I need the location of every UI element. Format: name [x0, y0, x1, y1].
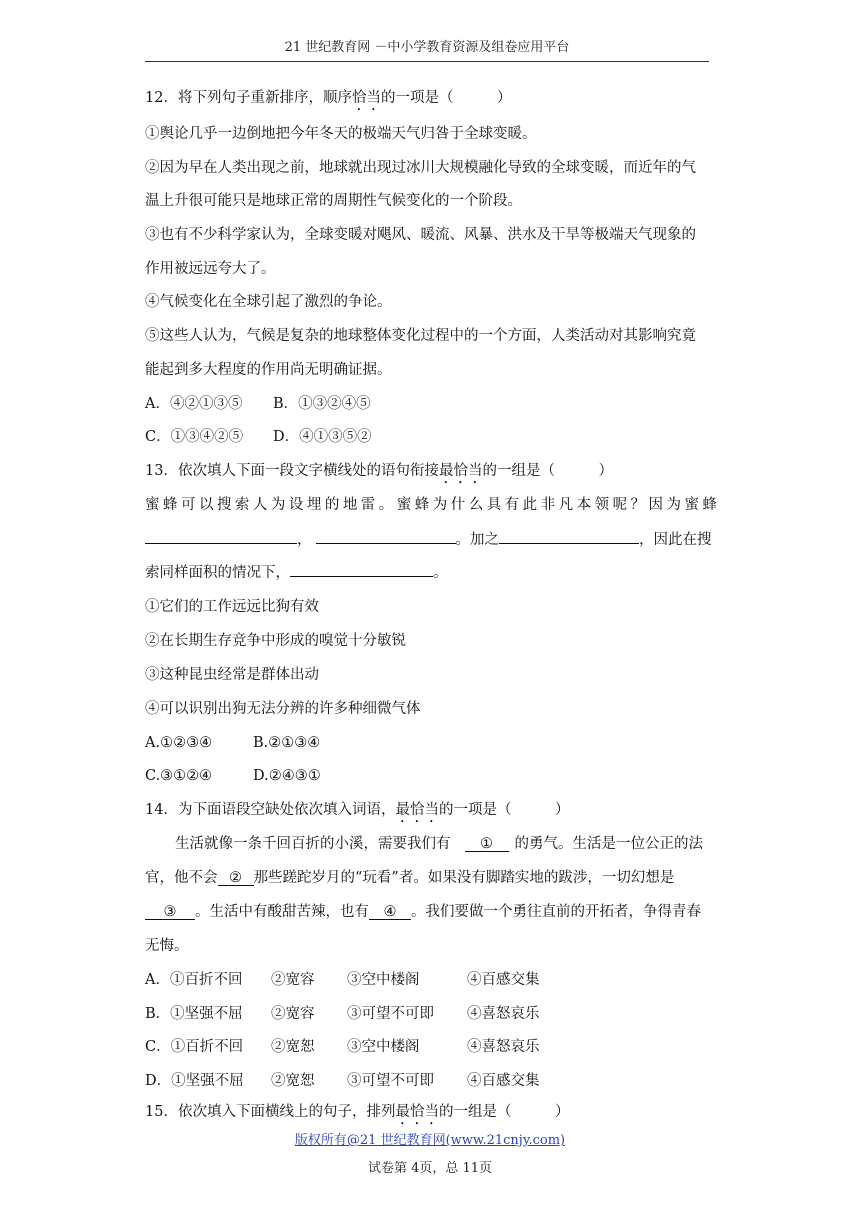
q12-option-c: C．①③④②⑤: [145, 429, 244, 445]
q14-option-c-3: ③空中楼阁: [347, 1039, 420, 1055]
q12-sentence-4: ④气候变化在全球引起了激烈的争论。: [145, 294, 392, 310]
q14-option-d-2: ②宽恕: [271, 1073, 315, 1089]
q13-option-d: D.②④③①: [253, 768, 321, 784]
q14-blank-2: ②: [218, 871, 254, 886]
q14-l2-pre: 官，他不会: [145, 870, 218, 886]
q15-stem-emphasis: 最恰当: [395, 1104, 439, 1120]
q12-options-ab: [145, 395, 371, 413]
q13-stem-post: 的一组是（ ）: [482, 463, 613, 479]
q12-sentence-2a: ②因为早在人类出现之前，地球就出现过冰川大规模融化导致的全球变暖，而近年的气: [145, 160, 696, 176]
q14-stem: [145, 801, 569, 826]
q13-passage-line-2: [145, 531, 712, 549]
q14-blank-4: ④: [369, 905, 411, 920]
q13-passage-line-3: [145, 564, 448, 582]
q12-sentence-1: ①舆论几乎一边倒地把今年冬天的极端天气归咎于全球变暖。: [145, 126, 537, 142]
q14-option-b-4: ④喜怒哀乐: [467, 1006, 540, 1022]
q14-stem-emphasis: 最恰当: [395, 802, 439, 818]
q15-stem-post: 的一组是（ ）: [438, 1104, 570, 1120]
q14-passage-line-3: [145, 903, 701, 921]
q13-blank-1: [145, 543, 297, 544]
q13-stem: [145, 462, 613, 487]
q12-option-b: B．①③②④⑤: [273, 396, 371, 412]
q14-option-b: [145, 1005, 540, 1023]
q13-option-c: C.③①②④: [145, 768, 213, 784]
q13-blank-2: [316, 543, 456, 544]
q12-sentence-3a: ③也有不少科学家认为，全球变暖对飓风、暖流、风暴、洪水及干旱等极端天气现象的: [145, 227, 696, 243]
q12-sentence-5a: ⑤这些人认为，气候是复杂的地球整体变化过程中的一个方面，人类活动对其影响究竟: [145, 328, 696, 344]
page-header: 21 世纪教育网 －中小学教育资源及组卷应用平台: [284, 40, 570, 55]
q14-passage-line-2: [145, 869, 674, 887]
q13-option-a: A.①②③④: [145, 735, 213, 751]
q14-option-a: [145, 971, 540, 989]
q12-sentence-5b: 能起到多大程度的作用尚无明确证据。: [145, 362, 392, 378]
q13-stem-pre: 13．依次填人下面一段文字横线处的语句衔接: [145, 463, 439, 479]
q14-option-b-1: B．①坚强不屈: [145, 1006, 243, 1022]
q13-sentence-3: ③这种昆虫经常是群体出动: [145, 667, 319, 683]
q14-l1-post: 的勇气。生活是一位公正的法: [514, 836, 703, 852]
q14-option-d-3: ③可望不可即: [347, 1073, 434, 1089]
q14-l2-post: 那些蹉跎岁月的“玩看”者。如果没有脚踏实地的跋涉，一切幻想是: [253, 870, 675, 886]
q14-option-a-2: ②宽容: [271, 972, 315, 988]
q13-sentence-2: ②在长期生存竞争中形成的嗅觉十分敏锐: [145, 633, 406, 649]
q14-option-d-4: ④百感交集: [467, 1073, 540, 1089]
page-number: 试卷第 4页，总 11页: [367, 1161, 493, 1176]
q14-option-b-2: ②宽容: [271, 1006, 315, 1022]
q14-option-d: [145, 1072, 540, 1090]
q14-option-a-1: A．①百折不回: [145, 972, 243, 988]
q14-option-c-4: ④喜怒哀乐: [467, 1039, 540, 1055]
q14-option-a-3: ③空中楼阁: [347, 972, 420, 988]
q14-option-a-4: ④百感交集: [467, 972, 540, 988]
q15-stem-pre: 15．依次填入下面横线上的句子，排列: [145, 1104, 396, 1120]
q13-sentence-4: ④可以识别出狗无法分辨的许多种细微气体: [145, 701, 421, 717]
q12-option-d: D．④①③⑤②: [273, 429, 372, 445]
q14-passage-line-4: 无悔。: [145, 938, 189, 954]
q13-sep-3: ，因此在搜: [639, 532, 712, 548]
q14-option-d-1: D．①坚强不屈: [145, 1073, 244, 1089]
q14-blank-3: ③: [145, 905, 195, 920]
q13-passage-line-1: 蜜蜂可以搜索人为设埋的地雷。蜜蜂为什么具有此非凡本领呢？因为蜜蜂: [145, 497, 717, 513]
q14-stem-post: 的一项是（ ）: [438, 802, 570, 818]
q12-stem-emphasis: 恰当: [351, 90, 381, 106]
q13-passage-pre: 索同样面积的情况下，: [145, 565, 290, 581]
q12-stem-post: 的一项是（ ）: [380, 90, 512, 106]
q14-option-c: [145, 1038, 540, 1056]
q14-l1-pre: 生活就像一条千回百折的小溪，需要我们有: [175, 836, 451, 852]
q13-option-b: B.②①③④: [253, 735, 321, 751]
q14-l3-post: 。我们要做一个勇往直前的开拓者，争得青春: [411, 904, 701, 920]
q13-blank-3: [499, 543, 639, 544]
q12-stem: [145, 89, 511, 114]
q13-passage-post: 。: [433, 565, 448, 581]
q15-stem: [145, 1103, 569, 1128]
q13-sep-2: 。加之: [455, 532, 499, 548]
q12-options-cd: [145, 428, 372, 446]
q14-blank-1: ①: [465, 837, 509, 852]
q14-option-c-1: C．①百折不回: [145, 1039, 244, 1055]
q13-sep-1: ，: [297, 532, 312, 548]
q13-options-cd: [145, 767, 321, 785]
q14-stem-pre: 14．为下面语段空缺处依次填入词语，: [145, 802, 396, 818]
q14-passage-line-1: [175, 835, 703, 853]
q13-options-ab: [145, 734, 320, 752]
q13-blank-4: [290, 576, 433, 577]
q14-option-c-2: ②宽恕: [271, 1039, 315, 1055]
q12-stem-pre: 12．将下列句子重新排序，顺序: [145, 90, 352, 106]
q12-sentence-2b: 温上升很可能只是地球正常的周期性气候变化的一个阶段。: [145, 193, 522, 209]
q14-option-b-3: ③可望不可即: [347, 1006, 434, 1022]
q13-stem-emphasis: 最恰当: [438, 463, 483, 479]
q14-l3-mid: 。生活中有酸甜苦辣，也有: [195, 904, 369, 920]
header-divider: [145, 61, 709, 62]
q12-sentence-3b: 作用被远远夸大了。: [145, 261, 276, 277]
copyright-link[interactable]: 版权所有@21 世纪教育网(www.21cnjy.com): [294, 1133, 566, 1148]
q12-option-a: A．④②①③⑤: [145, 396, 243, 412]
q13-sentence-1: ①它们的工作远远比狗有效: [145, 599, 319, 615]
